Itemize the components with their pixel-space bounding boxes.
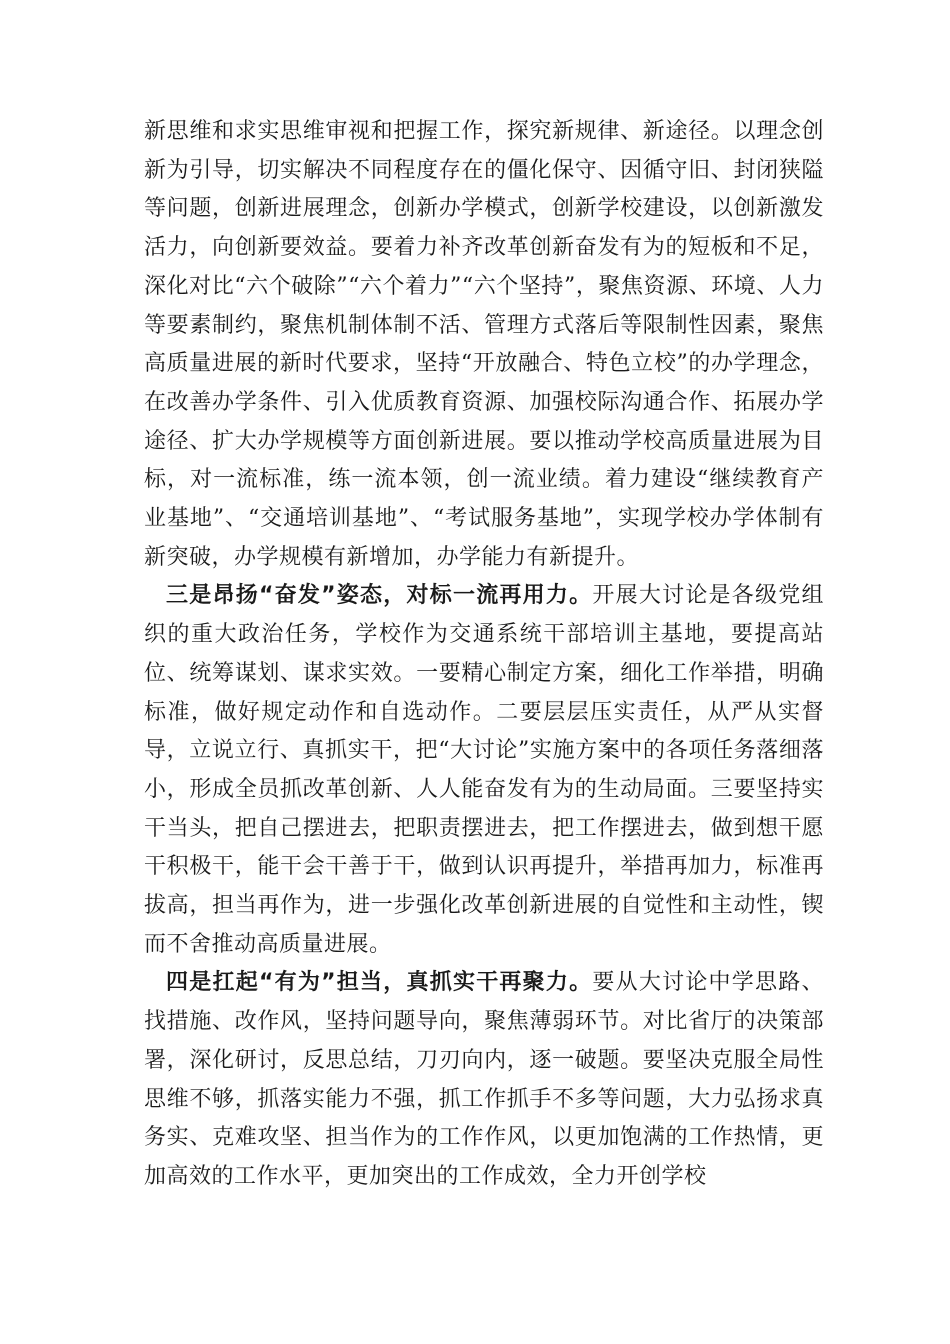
paragraph-2-text: 开展大讨论是各级党组织的重大政治任务，学校作为交通系统干部培训主基地，要提高站位、统筹谋划、谋求实效。一要精心制定方案，细化工作举措，明确标准，做好规定动作和自选动作。二要层层压实责任，从严从实督导，立说立行、真抓实干，把“大讨论”实施方案中的各项任务落细落小，形成全员抓改革创新、人人能奋发有为的生动局面。三要坚持实干当头，把自己摆进去，把职责摆进去，把工作摆进去，做到想干愿干积极干，能干会干善于干，做到认识再提升，举措再加力，标准再拔高，担当再作为，进一步强化改革创新进展的自觉性和主动性，锲而不舍推动高质量进展。 xyxy=(144,583,824,957)
paragraph-3-text: 要从大讨论中学思路、找措施、改作风，坚持问题导向，聚焦薄弱环节。对比省厅的决策部署，深化研讨，反思总结，刀刃向内，逐一破题。要坚决克服全局性思维不够，抓落实能力不强，抓工作抓手不多等问题，大力弘扬求真务实、克难攻坚、担当作为的工作作风，以更加饱满的工作热情，更加高效的工作水平，更加突出的工作成效，全力开创学校 xyxy=(144,970,824,1189)
paragraph-2 xyxy=(144,577,824,964)
paragraph-3 xyxy=(144,964,824,1196)
document-body xyxy=(144,113,824,1197)
paragraph-2-heading: 三是昂扬“奋发”姿态，对标一流再用力。 xyxy=(166,583,593,609)
paragraph-1-text: 新思维和求实思维审视和把握工作，探究新规律、新途径。以理念创新为引导，切实解决不同程度存在的僵化保守、因循守旧、封闭狭隘等问题，创新进展理念，创新办学模式，创新学校建设，以创新激发活力，向创新要效益。要着力补齐改革创新奋发有为的短板和不足，深化对比“六个破除”“六个着力”“六个坚持”，聚焦资源、环境、人力等要素制约，聚焦机制体制不活、管理方式落后等限制性因素，聚焦高质量进展的新时代要求，坚持“开放融合、特色立校”的办学理念，在改善办学条件、引入优质教育资源、加强校际沟通合作、拓展办学途径、扩大办学规模等方面创新进展。要以推动学校高质量进展为目标，对一流标准，练一流本领，创一流业绩。着力建设“继续教育产业基地”、“交通培训基地”、“考试服务基地”，实现学校办学体制有新突破，办学规模有新增加，办学能力有新提升。 xyxy=(144,119,824,570)
paragraph-1 xyxy=(144,113,824,577)
paragraph-3-heading: 四是扛起“有为”担当，真抓实干再聚力。 xyxy=(166,970,593,996)
